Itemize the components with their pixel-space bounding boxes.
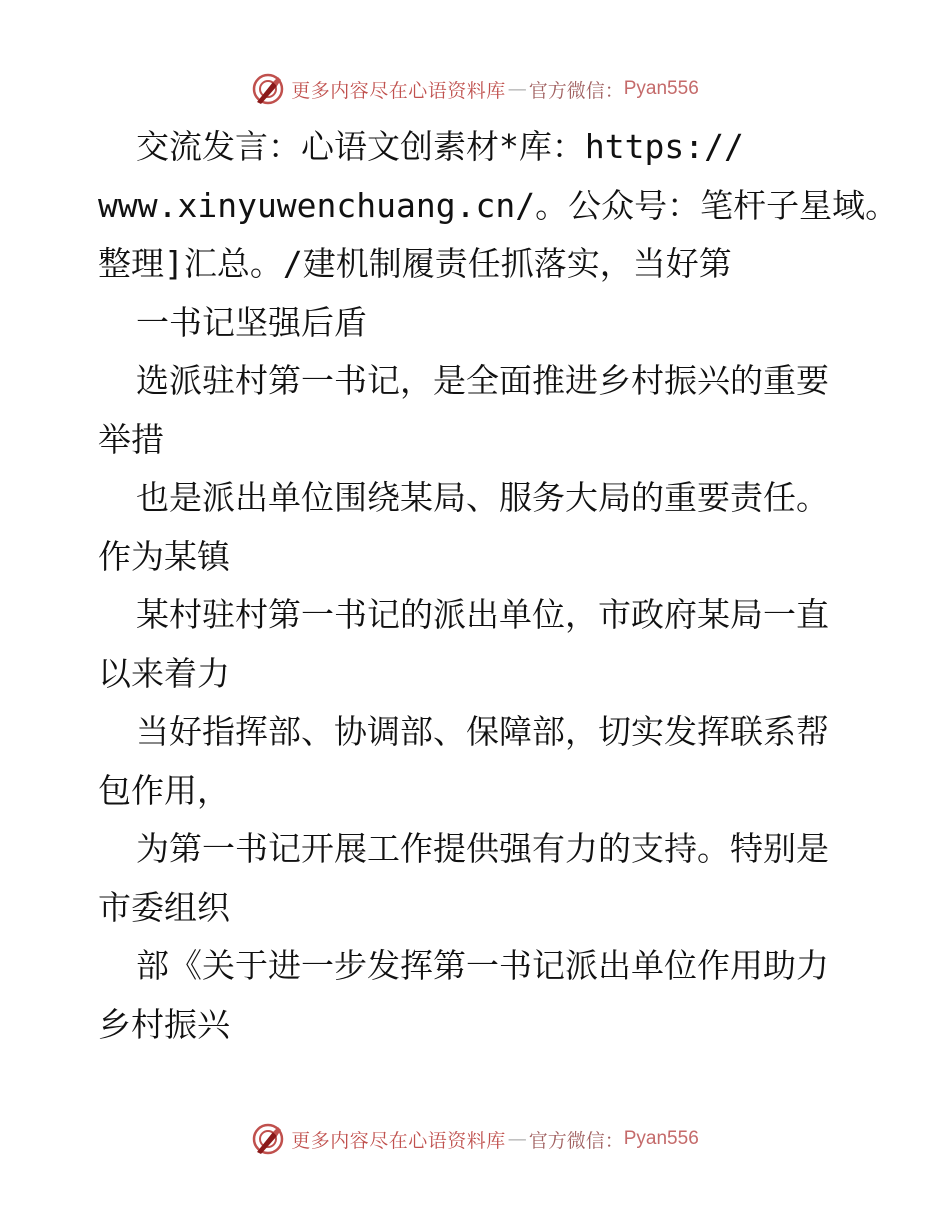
text-line: 包作用， <box>98 770 230 810</box>
text-line: www.xinyuwenchuang.cn/。公众号：笔杆子星域。 <box>98 185 899 225</box>
text-line: 部《关于进一步发挥第一书记派出单位作用助力 <box>136 946 829 985</box>
text-line: 市委组织 <box>98 887 230 927</box>
banner-main-text: 更多内容尽在心语资料库 <box>291 79 506 102</box>
text-line: 整理]汇总。/建机制履责任抓落实，当好第 <box>98 244 732 283</box>
banner-sub-text: 官方微信： <box>528 79 624 102</box>
body-text <box>98 118 899 1054</box>
text-line: 选派驻村第一书记，是全面推进乡村振兴的重要 <box>136 361 829 400</box>
text-line: 作为某镇 <box>98 536 230 576</box>
text-line: 当好指挥部、协调部、保障部，切实发挥联系帮 <box>136 712 829 751</box>
banner-dash: — <box>507 78 527 100</box>
pen-logo-icon <box>251 72 285 106</box>
text-line: 某村驻村第一书记的派出单位，市政府某局一直 <box>136 595 829 634</box>
banner-dash: — <box>507 1128 527 1150</box>
banner-sub-text: 官方微信： <box>528 1129 624 1152</box>
header-watermark <box>0 72 950 106</box>
text-line: 也是派出单位围绕某局、服务大局的重要责任。 <box>136 478 829 517</box>
text-line: 交流发言：心语文创素材*库：https:// <box>136 127 744 166</box>
banner-wechat-id: Pyan556 <box>623 1128 699 1149</box>
text-line: 举措 <box>98 419 164 459</box>
footer-watermark <box>0 1122 950 1156</box>
text-line: 一书记坚强后盾 <box>136 302 367 342</box>
pen-logo-icon <box>251 1122 285 1156</box>
banner-main-text: 更多内容尽在心语资料库 <box>291 1129 506 1152</box>
text-line: 乡村振兴 <box>98 1004 230 1044</box>
text-line: 以来着力 <box>98 653 230 693</box>
text-line: 为第一书记开展工作提供强有力的支持。特别是 <box>136 829 829 868</box>
banner-wechat-id: Pyan556 <box>623 78 699 99</box>
